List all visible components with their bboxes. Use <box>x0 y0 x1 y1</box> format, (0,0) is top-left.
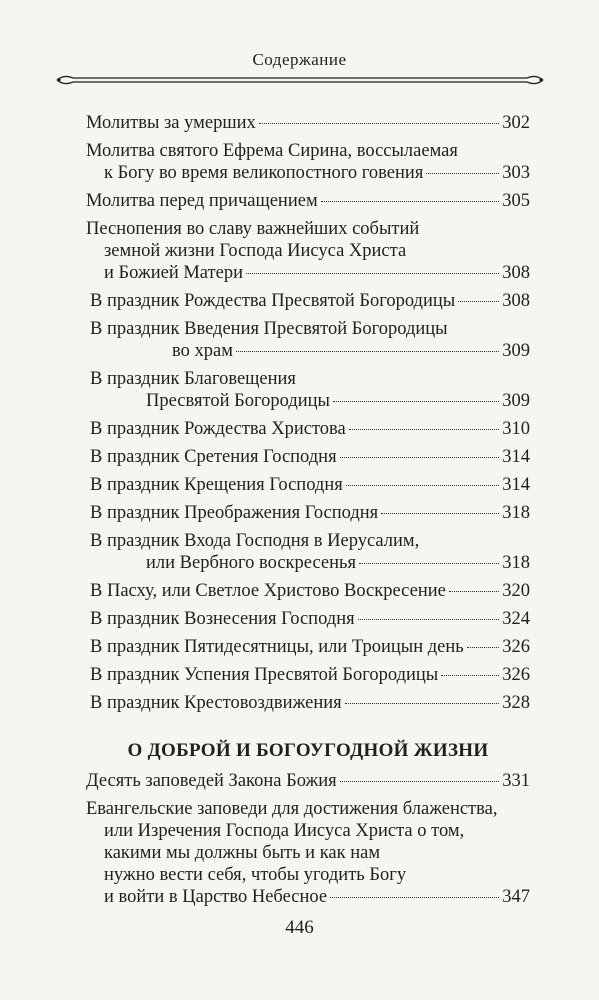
toc-page-number: 326 <box>502 665 530 685</box>
dot-leader <box>359 563 499 564</box>
dot-leader <box>441 675 499 676</box>
toc-entry <box>86 580 530 602</box>
toc-entry <box>86 368 530 412</box>
toc-page-number: 318 <box>502 553 530 573</box>
toc-entry <box>86 474 530 496</box>
toc-entry <box>86 608 530 630</box>
dot-leader <box>467 647 500 648</box>
toc-entry <box>86 318 530 362</box>
dot-leader <box>246 273 499 274</box>
toc-entry-title: или Вербного воскресенья <box>146 553 356 573</box>
section-heading: О ДОБРОЙ И БОГОУГОДНОЙ ЖИЗНИ <box>127 740 489 761</box>
dot-leader <box>426 173 499 174</box>
toc-page-number: 320 <box>502 581 530 601</box>
dot-leader <box>349 429 500 430</box>
toc-entry <box>86 636 530 658</box>
dot-leader <box>345 703 500 704</box>
table-of-contents <box>86 112 530 914</box>
toc-entries-section-2 <box>86 770 530 908</box>
toc-page-number: 314 <box>502 475 530 495</box>
toc-entry-title: В Пасху, или Светлое Христово Воскресение <box>90 581 446 601</box>
toc-entries <box>86 112 530 714</box>
toc-page-number: 310 <box>502 419 530 439</box>
dot-leader <box>333 401 499 402</box>
toc-page-number: 308 <box>502 291 530 311</box>
toc-entry-title-line: Песнопения во славу важнейших событий <box>86 219 420 239</box>
dot-leader <box>259 123 500 124</box>
toc-entry <box>86 112 530 134</box>
dot-leader <box>449 591 499 592</box>
toc-entry-title-line: земной жизни Господа Иисуса Христа <box>104 241 407 261</box>
toc-page-number: 314 <box>502 447 530 467</box>
toc-page-number: 318 <box>502 503 530 523</box>
toc-entry-title: Молитвы за умерших <box>86 113 256 133</box>
toc-page-number: 326 <box>502 637 530 657</box>
toc-entry <box>86 798 530 908</box>
toc-entry-title: В праздник Преображения Господня <box>90 503 379 523</box>
toc-page-number: 324 <box>502 609 530 629</box>
toc-entry-title: во храм <box>172 341 233 361</box>
toc-entry <box>86 692 530 714</box>
dot-leader <box>330 897 499 898</box>
toc-entry <box>86 530 530 574</box>
toc-entry-title: и войти в Царство Небесное <box>104 887 328 907</box>
toc-entry-title-line: Евангельские заповеди для достижения блаженства, <box>86 799 498 819</box>
dot-leader <box>346 485 500 486</box>
toc-entry <box>86 502 530 524</box>
dot-leader <box>321 201 500 202</box>
toc-entry-title-line: какими мы должны быть и как нам <box>104 843 381 863</box>
toc-page-number: 309 <box>502 391 530 411</box>
toc-entry-title-line: нужно вести себя, чтобы угодить Богу <box>104 865 407 885</box>
toc-entry-title: к Богу во время великопостного говения <box>104 163 424 183</box>
toc-page-number: 309 <box>502 341 530 361</box>
dot-leader <box>458 301 499 302</box>
toc-entry-title-line: В праздник Входа Господня в Иерусалим, <box>90 531 420 551</box>
toc-entry <box>86 190 530 212</box>
dot-leader <box>340 457 500 458</box>
header-ornament <box>55 73 545 87</box>
dot-leader <box>236 351 499 352</box>
toc-entry-title-line: или Изречения Господа Иисуса Христа о том, <box>104 821 465 841</box>
toc-entry <box>86 664 530 686</box>
toc-entry-title: Пресвятой Богородицы <box>146 391 330 411</box>
toc-entry-title: Десять заповедей Закона Божия <box>86 771 337 791</box>
toc-entry-title: В праздник Успения Пресвятой Богородицы <box>90 665 439 685</box>
dot-leader <box>358 619 500 620</box>
toc-page-number: 308 <box>502 263 530 283</box>
toc-entry-title: Молитва перед причащением <box>86 191 318 211</box>
toc-entry-title: В праздник Крестовоздвижения <box>90 693 342 713</box>
toc-entry <box>86 418 530 440</box>
toc-entry <box>86 140 530 184</box>
toc-entry-title-line: В праздник Введения Пресвятой Богородицы <box>90 319 448 339</box>
toc-entry-title: и Божией Матери <box>104 263 243 283</box>
toc-entry-title: В праздник Рождества Пресвятой Богородицы <box>90 291 456 311</box>
toc-page-number: 303 <box>502 163 530 183</box>
dot-leader <box>340 781 500 782</box>
toc-entry-title: В праздник Вознесения Господня <box>90 609 355 629</box>
toc-page-number: 328 <box>502 693 530 713</box>
toc-entry-title-line: В праздник Благовещения <box>90 369 296 389</box>
toc-entry <box>86 446 530 468</box>
toc-page-number: 347 <box>502 887 530 907</box>
toc-entry-title-line: Молитва святого Ефрема Сирина, воссылаемая <box>86 141 458 161</box>
toc-entry-title: В праздник Крещения Господня <box>90 475 343 495</box>
page-number: 446 <box>285 917 314 938</box>
toc-entry-title: В праздник Пятидесятницы, или Троицын день <box>90 637 464 657</box>
toc-entry <box>86 290 530 312</box>
toc-page-number: 302 <box>502 113 530 133</box>
toc-entry <box>86 218 530 284</box>
toc-entry-title: В праздник Рождества Христова <box>90 419 346 439</box>
toc-entry <box>86 770 530 792</box>
dot-leader <box>381 513 499 514</box>
toc-entry-title: В праздник Сретения Господня <box>90 447 337 467</box>
running-header: Содержание <box>252 50 347 69</box>
toc-page-number: 331 <box>502 771 530 791</box>
toc-page-number: 305 <box>502 191 530 211</box>
